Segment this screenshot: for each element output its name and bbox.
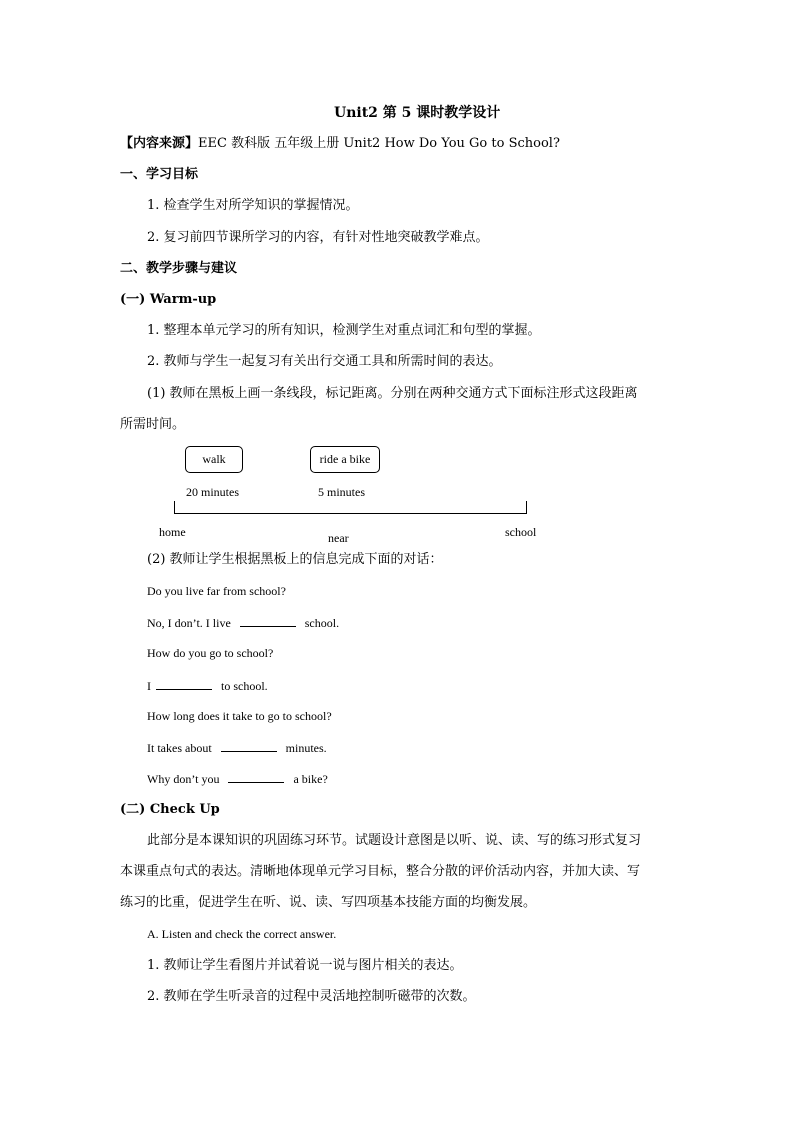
dialog-line-3: [147, 645, 273, 661]
label-school: school: [505, 525, 537, 539]
dialog-text: a bike?: [290, 772, 328, 786]
dialog-line-4: [147, 677, 268, 694]
step1-line2: 所需时间。: [120, 417, 186, 432]
step1-line1: (1) 教师在黑板上画一条线段，标记距离。分别在两种交通方式下面标注形式这段距离: [147, 386, 638, 401]
page-title: Unit2 第 5 课时教学设计: [334, 105, 501, 121]
time-bike: 5 minutes: [318, 485, 365, 499]
dialog-line-5: [147, 708, 332, 724]
step2-instruction: (2) 教师让学生根据黑板上的信息完成下面的对话：: [147, 552, 443, 567]
ride-bike-box: ride a bike: [310, 446, 380, 473]
part-a-heading: A. Listen and check the correct answer.: [147, 927, 337, 941]
content-source: [120, 136, 560, 152]
warmup-item-2: 2. 教师与学生一起复习有关出行交通工具和所需时间的表达。: [147, 354, 502, 369]
checkup-heading: (二) Check Up: [120, 802, 220, 817]
dialog-text: How long does it take to go to school?: [147, 709, 332, 723]
answer-blank[interactable]: [221, 739, 277, 752]
section1-item-1: 1. 检查学生对所学知识的掌握情况。: [147, 198, 359, 213]
dialog-line-1: [147, 583, 286, 599]
dialog-line-6: [147, 739, 327, 756]
source-label: 【内容来源】: [120, 136, 199, 151]
section2-heading: 二、教学步骤与建议: [120, 261, 238, 276]
warmup-item-1: 1. 整理本单元学习的所有知识，检测学生对重点词汇和句型的掌握。: [147, 323, 541, 338]
answer-blank[interactable]: [228, 770, 284, 783]
label-home: home: [159, 525, 186, 539]
checkup-para-line3: 练习的比重，促进学生在听、说、读、写四项基本技能方面的均衡发展。: [120, 895, 537, 910]
dialog-text: It takes about: [147, 741, 215, 755]
dialog-text: Why don’t you: [147, 772, 223, 786]
checkup-para-line1: 此部分是本课知识的巩固练习环节。试题设计意图是以听、说、读、写的练习形式复习: [147, 833, 642, 848]
walk-box: walk: [185, 446, 243, 473]
dialog-line-7: [147, 770, 328, 787]
dialog-text: I: [147, 679, 154, 693]
label-near: near: [328, 531, 349, 545]
source-text: EEC 教科版 五年级上册 Unit2 How Do You Go to School?: [198, 136, 560, 151]
checkup-item-1: 1. 教师让学生看图片并试着说一说与图片相关的表达。: [147, 958, 463, 973]
dialog-text: How do you go to school?: [147, 646, 274, 660]
time-walk: 20 minutes: [186, 485, 239, 499]
section1-item-2: 2. 复习前四节课所学习的内容，有针对性地突破教学难点。: [147, 230, 489, 245]
checkup-para-line2: 本课重点句式的表达。清晰地体现单元学习目标，整合分散的评价活动内容，并加大读、写: [120, 864, 641, 879]
distance-line-left-tick: [174, 501, 175, 514]
distance-line-right-tick: [526, 501, 527, 514]
dialog-text: to school.: [218, 679, 268, 693]
answer-blank[interactable]: [240, 614, 296, 627]
section1-heading: 一、学习目标: [120, 167, 199, 182]
dialog-text: No, I don’t. I live: [147, 616, 234, 630]
dialog-text: school.: [301, 616, 340, 630]
answer-blank[interactable]: [156, 677, 212, 690]
warmup-heading: (一) Warm-up: [120, 292, 217, 307]
dialog-line-2: [147, 614, 339, 631]
dialog-text: Do you live far from school?: [147, 584, 286, 598]
dialog-text: minutes.: [282, 741, 327, 755]
checkup-item-2: 2. 教师在学生听录音的过程中灵活地控制听磁带的次数。: [147, 989, 476, 1004]
distance-line: [174, 513, 527, 514]
